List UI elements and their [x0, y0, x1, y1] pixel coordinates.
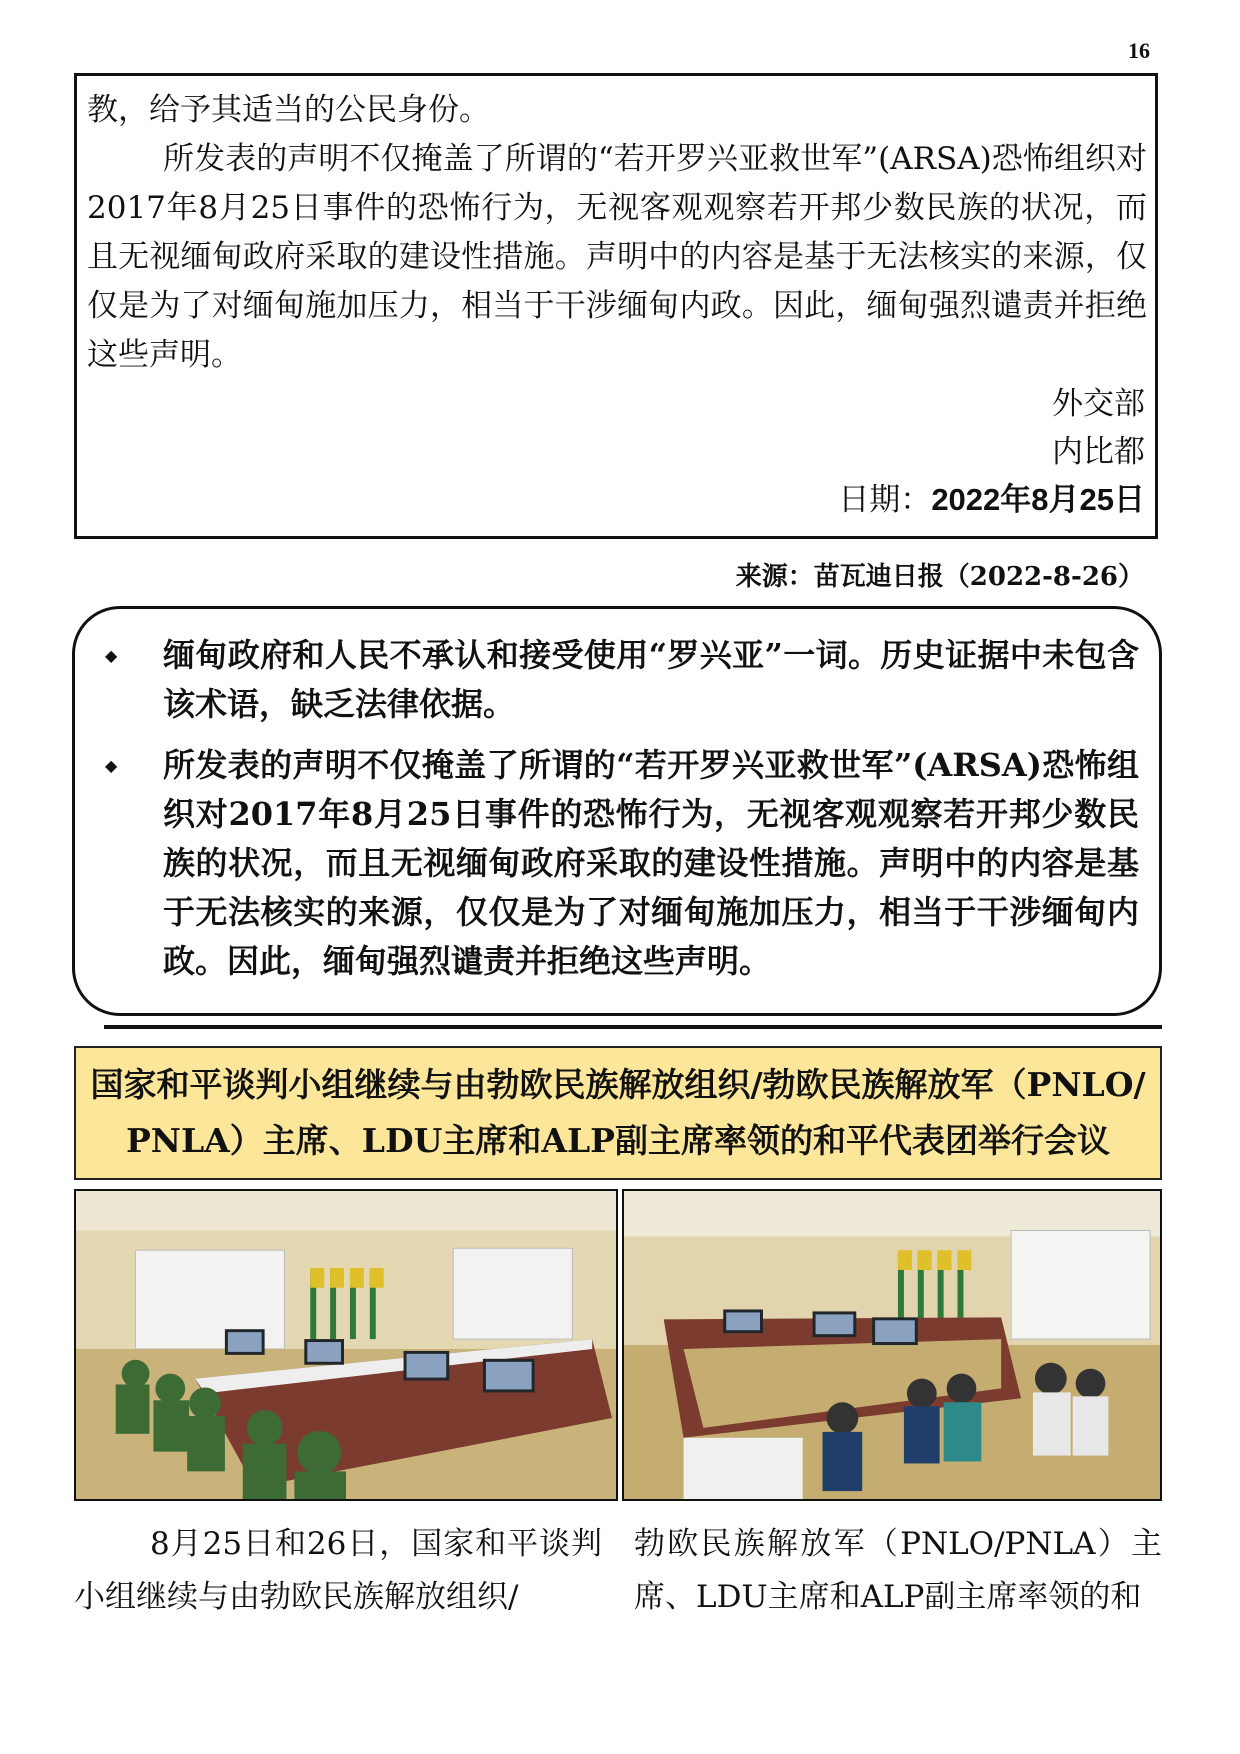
- signature-ministry: 外交部: [1052, 386, 1145, 422]
- summary-item: [105, 741, 1139, 986]
- page-number: 16: [1128, 38, 1150, 63]
- headline-line-1: 国家和平谈判小组继续与由勃欧民族解放组织/勃欧民族解放军（PNLO/: [90, 1065, 1146, 1104]
- summary-item-text: 所发表的声明不仅掩盖了所谓的“若开罗兴亚救世军”(ARSA)恐怖组织对2017年8月25日事件的恐怖行为，无视客观观察若开邦少数民族的状况，而且无视缅甸政府采取的建设性措施。声明中的内容是基于无法核实的来源，仅仅是为了对缅甸施加压力，相当于干涉缅甸内政。因此，缅甸强烈谴责并拒绝这些声明。: [163, 746, 1139, 980]
- meeting-room-illustration: [624, 1191, 1160, 1499]
- statement-paragraph-2: 所发表的声明不仅掩盖了所谓的“若开罗兴亚救世军”(ARSA)恐怖组织对2017年8月25日事件的恐怖行为，无视客观观察若开邦少数民族的状况，而且无视缅甸政府采取的建设性措施。声明中的内容是基于无法核实的来源，仅仅是为了对缅甸施加压力，相当于干涉缅甸内政。因此，缅甸强烈谴责并拒绝这些声明。: [87, 141, 1147, 373]
- article-body: [74, 1518, 1162, 1624]
- date-value: 2022年8月25日: [931, 482, 1145, 517]
- diamond-bullet-icon: ◆: [105, 646, 118, 665]
- article-column-2: 勃欧民族解放军（PNLO/PNLA）主席、LDU主席和ALP副主席率领的和: [634, 1526, 1162, 1615]
- summary-list: [105, 631, 1139, 986]
- section-divider: [104, 1025, 1162, 1029]
- diamond-bullet-icon: ◆: [105, 756, 118, 775]
- statement-paragraph-1: 教，给予其适当的公民身份。: [87, 92, 490, 128]
- meeting-room-illustration: [76, 1191, 616, 1499]
- signature-block: [87, 380, 1147, 524]
- signature-date: [87, 476, 1145, 524]
- article-column-1: 8月25日和26日，国家和平谈判小组继续与由勃欧民族解放组织/: [74, 1526, 602, 1615]
- source-line: 来源：苗瓦迪日报（2022-8-26）: [735, 562, 1144, 592]
- meeting-photo-right: [622, 1189, 1162, 1501]
- meeting-photo-left: [74, 1189, 618, 1501]
- signature-city: 内比都: [1052, 434, 1145, 470]
- headline-title: [90, 1057, 1145, 1169]
- statement-box: [74, 73, 1158, 539]
- summary-item-text: 缅甸政府和人民不承认和接受使用“罗兴亚”一词。历史证据中未包含该术语，缺乏法律依据。: [163, 636, 1139, 723]
- summary-box: [72, 606, 1162, 1016]
- date-label: 日期：: [838, 482, 932, 518]
- headline-box: [74, 1046, 1162, 1180]
- headline-line-2: PNLA）主席、LDU主席和ALP副主席率领的和平代表团举行会议: [125, 1121, 1110, 1160]
- summary-item: [105, 631, 1139, 729]
